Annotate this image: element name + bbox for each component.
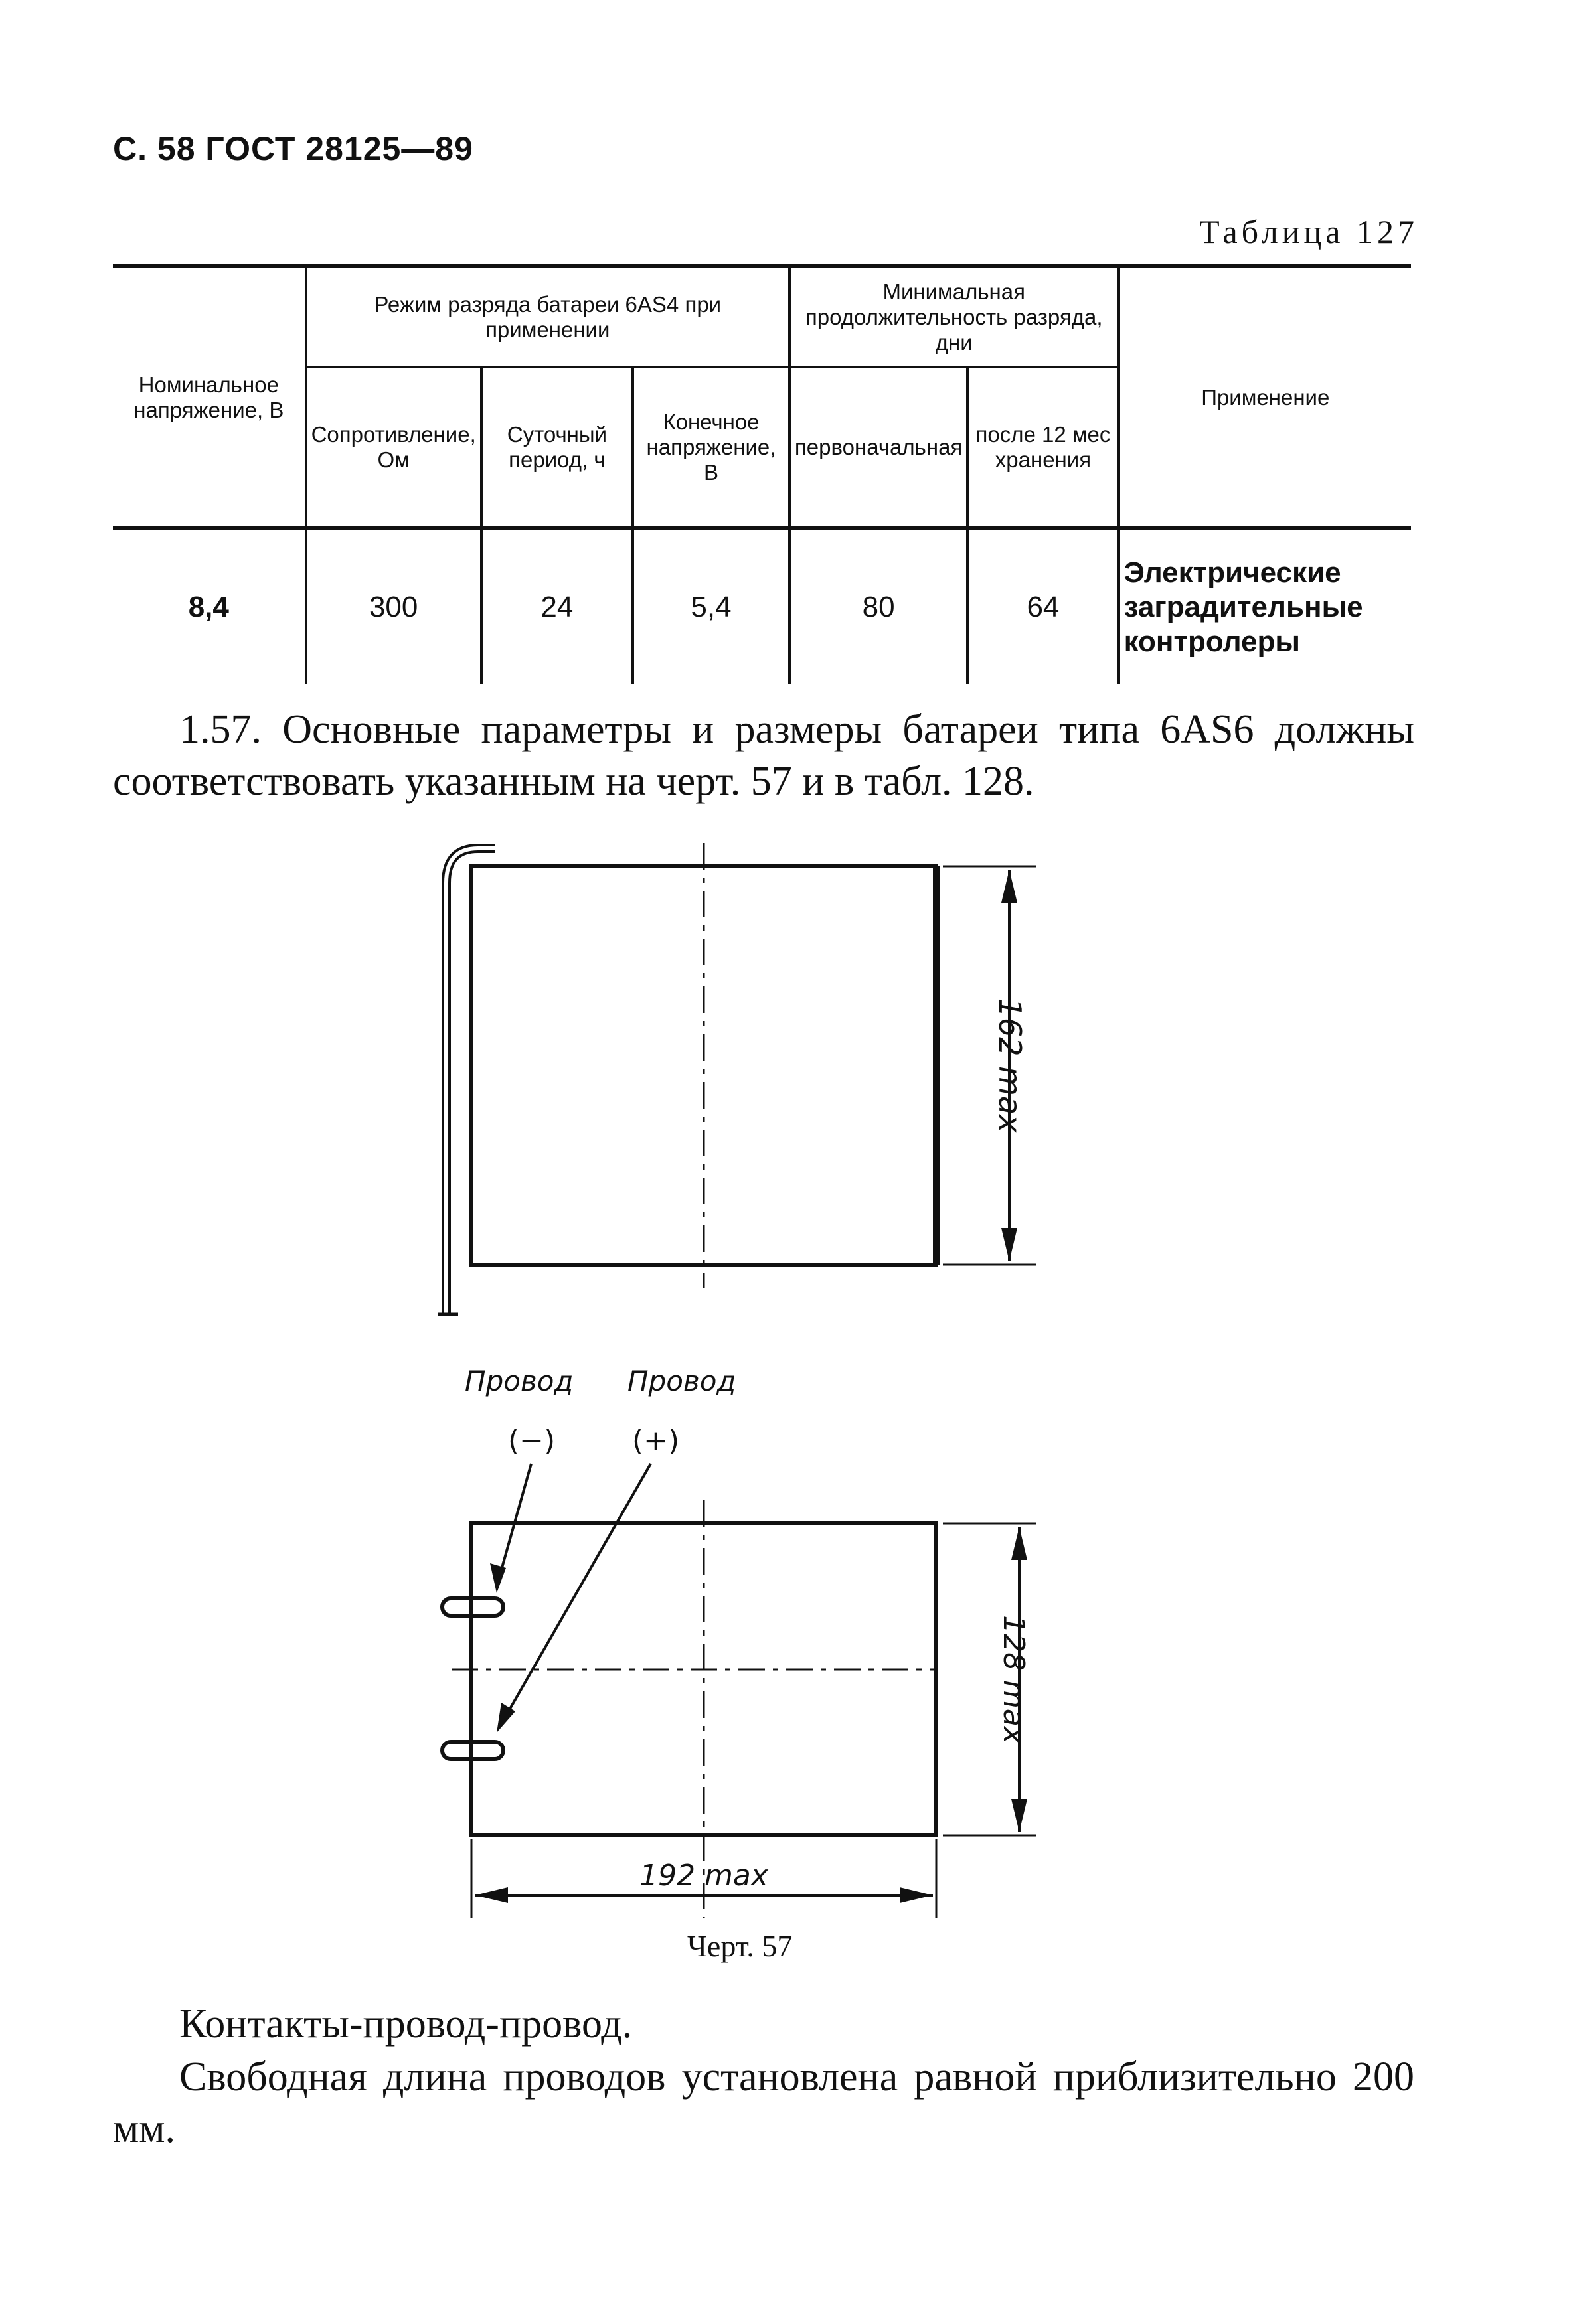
paragraph-1-57: 1.57. Основные параметры и размеры батареи типа 6AS6 должны соответствовать указанным на черт. 57 и в табл. 128. <box>113 707 1414 804</box>
figure-caption: Черт. 57 <box>687 1929 793 1963</box>
cell-period: 24 <box>481 528 633 685</box>
page-header: С. 58 ГОСТ 28125—89 <box>113 130 473 167</box>
cell-application: Электрические заградительные контролеры <box>1119 528 1411 685</box>
header-initial: первоначальная <box>789 368 967 528</box>
cell-final-voltage: 5,4 <box>633 528 789 685</box>
header-application: Применение <box>1119 266 1411 528</box>
wire-label-right: Провод <box>627 1365 736 1397</box>
header-after-storage: после 12 мес хранения <box>967 368 1118 528</box>
dim-label-192: 192 max <box>639 1859 768 1893</box>
wire-label-left: Провод <box>465 1365 574 1397</box>
figure-57-drawing <box>0 830 1571 1925</box>
table-caption: Таблица 127 <box>1199 213 1418 250</box>
header-resistance: Сопротивление, Ом <box>306 368 481 528</box>
table-row <box>113 528 1411 685</box>
cell-resistance: 300 <box>306 528 481 685</box>
dim-label-128: 128 max <box>997 1615 1031 1744</box>
paragraph-contacts: Контакты-провод-провод. <box>179 2001 633 2047</box>
polarity-positive: (+) <box>632 1424 680 1458</box>
header-daily-period: Суточный период, ч <box>481 368 633 528</box>
cell-initial: 80 <box>789 528 967 685</box>
polarity-negative: (−) <box>508 1424 556 1458</box>
leader-positive <box>499 1464 651 1727</box>
table-127 <box>113 264 1411 684</box>
paragraph-wire-length: Свободная длина проводов установлена равной приблизительно 200 мм. <box>113 2054 1414 2151</box>
header-min-duration: Минимальная продолжительность разряда, дни <box>789 266 1119 368</box>
header-final-voltage: Конечное напряжение, В <box>633 368 789 528</box>
header-discharge-mode: Режим разряда батареи 6AS4 при применении <box>306 266 789 368</box>
header-nominal-voltage: Номинальное напряжение, В <box>113 266 306 528</box>
dim-label-162: 162 max <box>992 998 1028 1133</box>
cell-after: 64 <box>967 528 1118 685</box>
cell-nominal: 8,4 <box>113 528 306 685</box>
